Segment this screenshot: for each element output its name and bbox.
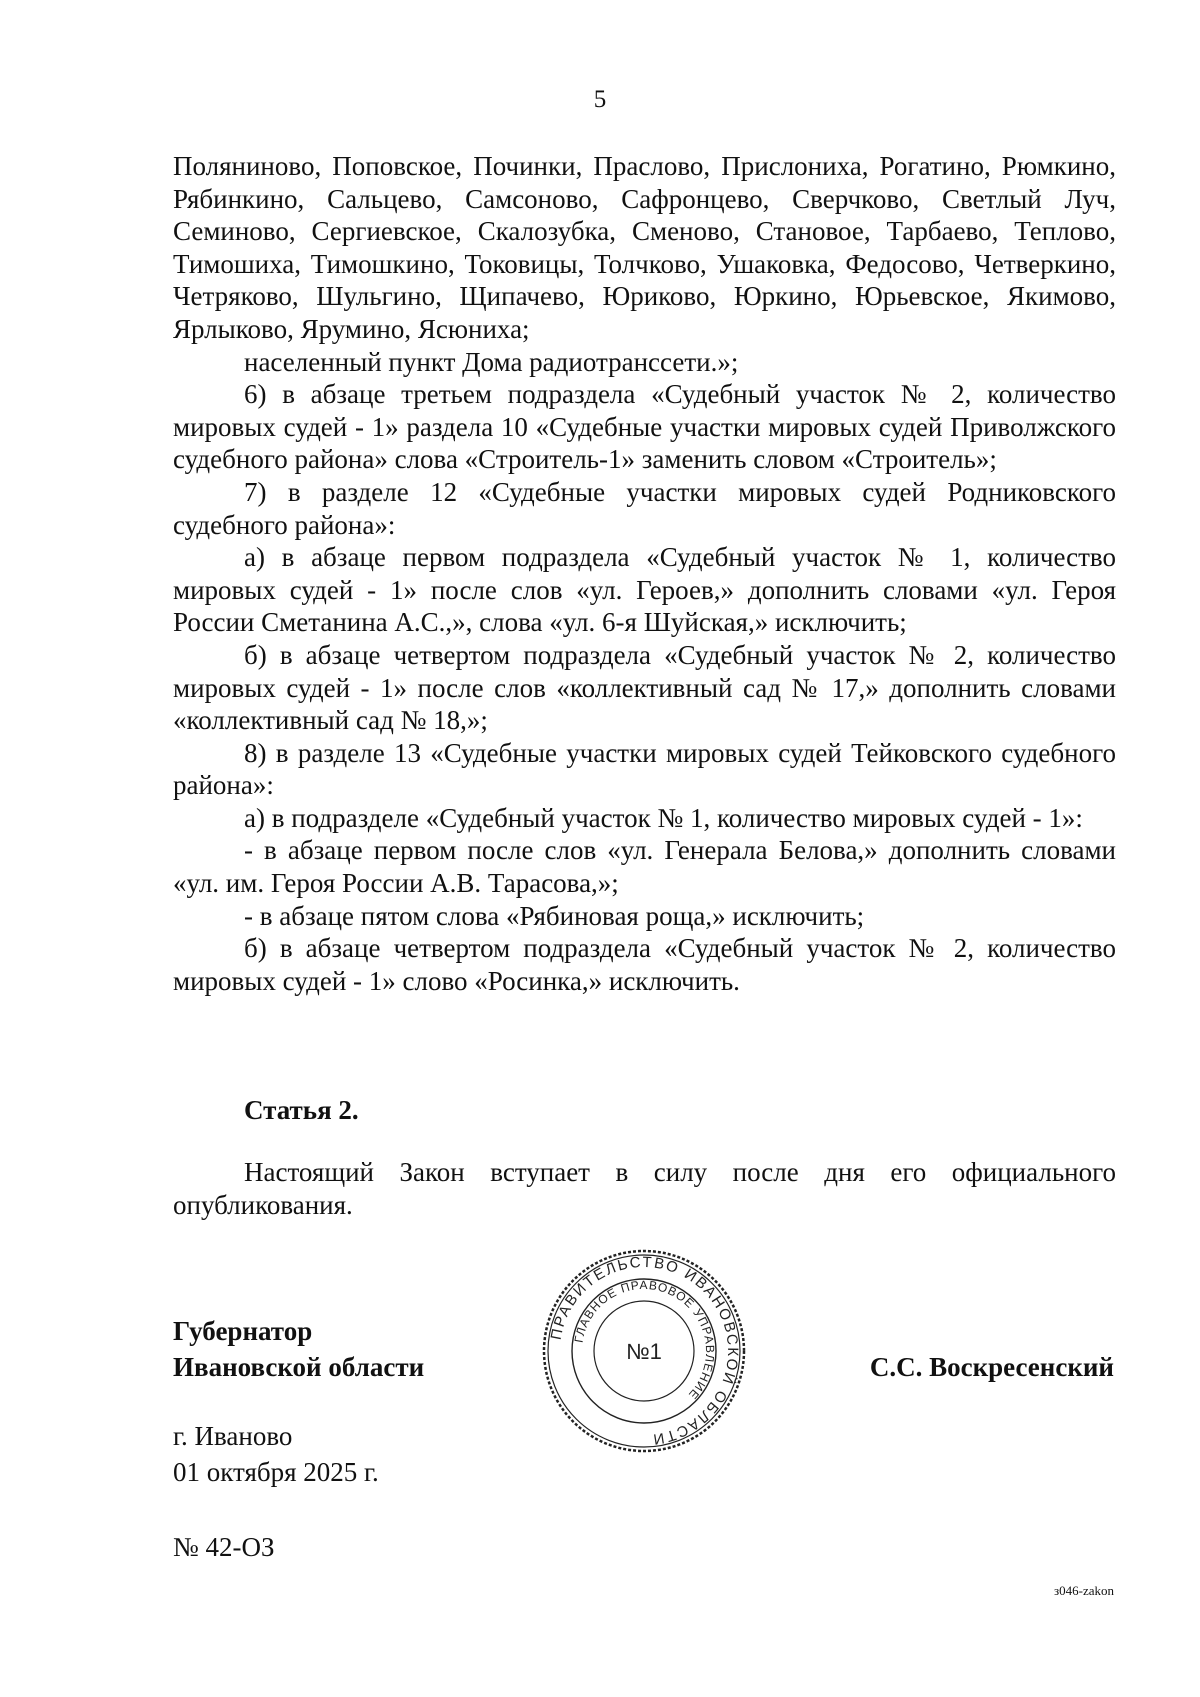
signer-name: С.С. Воскресенский xyxy=(869,1352,1114,1382)
official-seal xyxy=(540,1247,748,1455)
body-paragraph: 6) в абзаце третьем подраздела «Судебный участок № 2, количество мировых судей - 1» раздела 10 «Судебные участки мировых судей Приволжского судебного района» слова «Строитель-1» заменить словом «Строитель»; xyxy=(173,379,1116,475)
signer-position-line: Губернатор xyxy=(173,1316,313,1346)
law-number: № 42-ОЗ xyxy=(173,1532,275,1562)
body-paragraph: 8) в разделе 13 «Судебные участки мировых судей Тейковского судебного района»: xyxy=(173,737,1116,801)
body-paragraph: б) в абзаце четвертом подраздела «Судебный участок № 2, количество мировых судей - 1» слово «Росинка,» исключить. xyxy=(173,933,1116,996)
signer-position xyxy=(173,1313,424,1385)
body-paragraph: - в абзаце пятом слова «Рябиновая роща,» исключить; xyxy=(244,900,865,931)
body-paragraph: б) в абзаце четвертом подраздела «Судебный участок № 2, количество мировых судей - 1» после слов «коллективный сад № 17,» дополнить словами «коллективный сад № 18,»; xyxy=(173,639,1116,736)
body-paragraph: 7) в разделе 12 «Судебные участки мировых судей Родниковского судебного района»: xyxy=(173,476,1116,540)
article-title: Статья 2. xyxy=(244,1095,359,1125)
body-paragraph: Поляниново, Поповское, Починки, Праслово, Прислониха, Рогатино, Рюмкино, Рябинкино, Сальцево, Самсоново, Сафронцево, Сверчково, Светлый Луч, Семиново, Сергиевское, Скалозубка, Сменово, Становое, Тарбаево, Теплово, Тимошиха, Тимошкино, Токовицы, Толчково, Ушаковка, Федосово, Четверкино, Четряково, Шульгино, Щипачево, Юриково, Юркино, Юрьевское, Якимово, Ярлыково, Ярумино, Ясюниха; xyxy=(173,151,1116,344)
place-date xyxy=(173,1418,379,1490)
seal-outer-text: ПРАВИТЕЛЬСТВО ИВАНОВСКОЙ ОБЛАСТИ xyxy=(547,1253,742,1448)
seal-center-text: №1 xyxy=(626,1339,662,1364)
seal-inner-text: ГЛАВНОЕ ПРАВОВОЕ УПРАВЛЕНИЕ xyxy=(571,1277,718,1403)
document-code: з046-zakon xyxy=(1053,1583,1114,1598)
date: 01 октября 2025 г. xyxy=(173,1457,379,1487)
body-paragraph: - в абзаце первом после слов «ул. Генерала Белова,» дополнить словами «ул. им. Героя России А.В. Тарасова,»; xyxy=(173,835,1116,899)
page-number: 5 xyxy=(593,86,607,113)
article-body xyxy=(173,1156,1116,1221)
body-paragraph: а) в абзаце первом подраздела «Судебный участок № 1, количество мировых судей - 1» после слов «ул. Героев,» дополнить словами «ул. Героя России Сметанина А.С.,», слова «ул. 6-я Шуйская,» исключить; xyxy=(173,542,1116,638)
body-paragraph: а) в подразделе «Судебный участок № 1, количество мировых судей - 1»: xyxy=(244,802,1083,833)
place: г. Иваново xyxy=(173,1421,293,1451)
body-paragraph: населенный пункт Дома радиотранссети.»; xyxy=(244,346,739,377)
article-paragraph: Настоящий Закон вступает в силу после дня его официального опубликования. xyxy=(173,1157,1116,1220)
signer-position-line: Ивановской области xyxy=(173,1352,425,1382)
law-amendments-text xyxy=(173,150,1116,997)
